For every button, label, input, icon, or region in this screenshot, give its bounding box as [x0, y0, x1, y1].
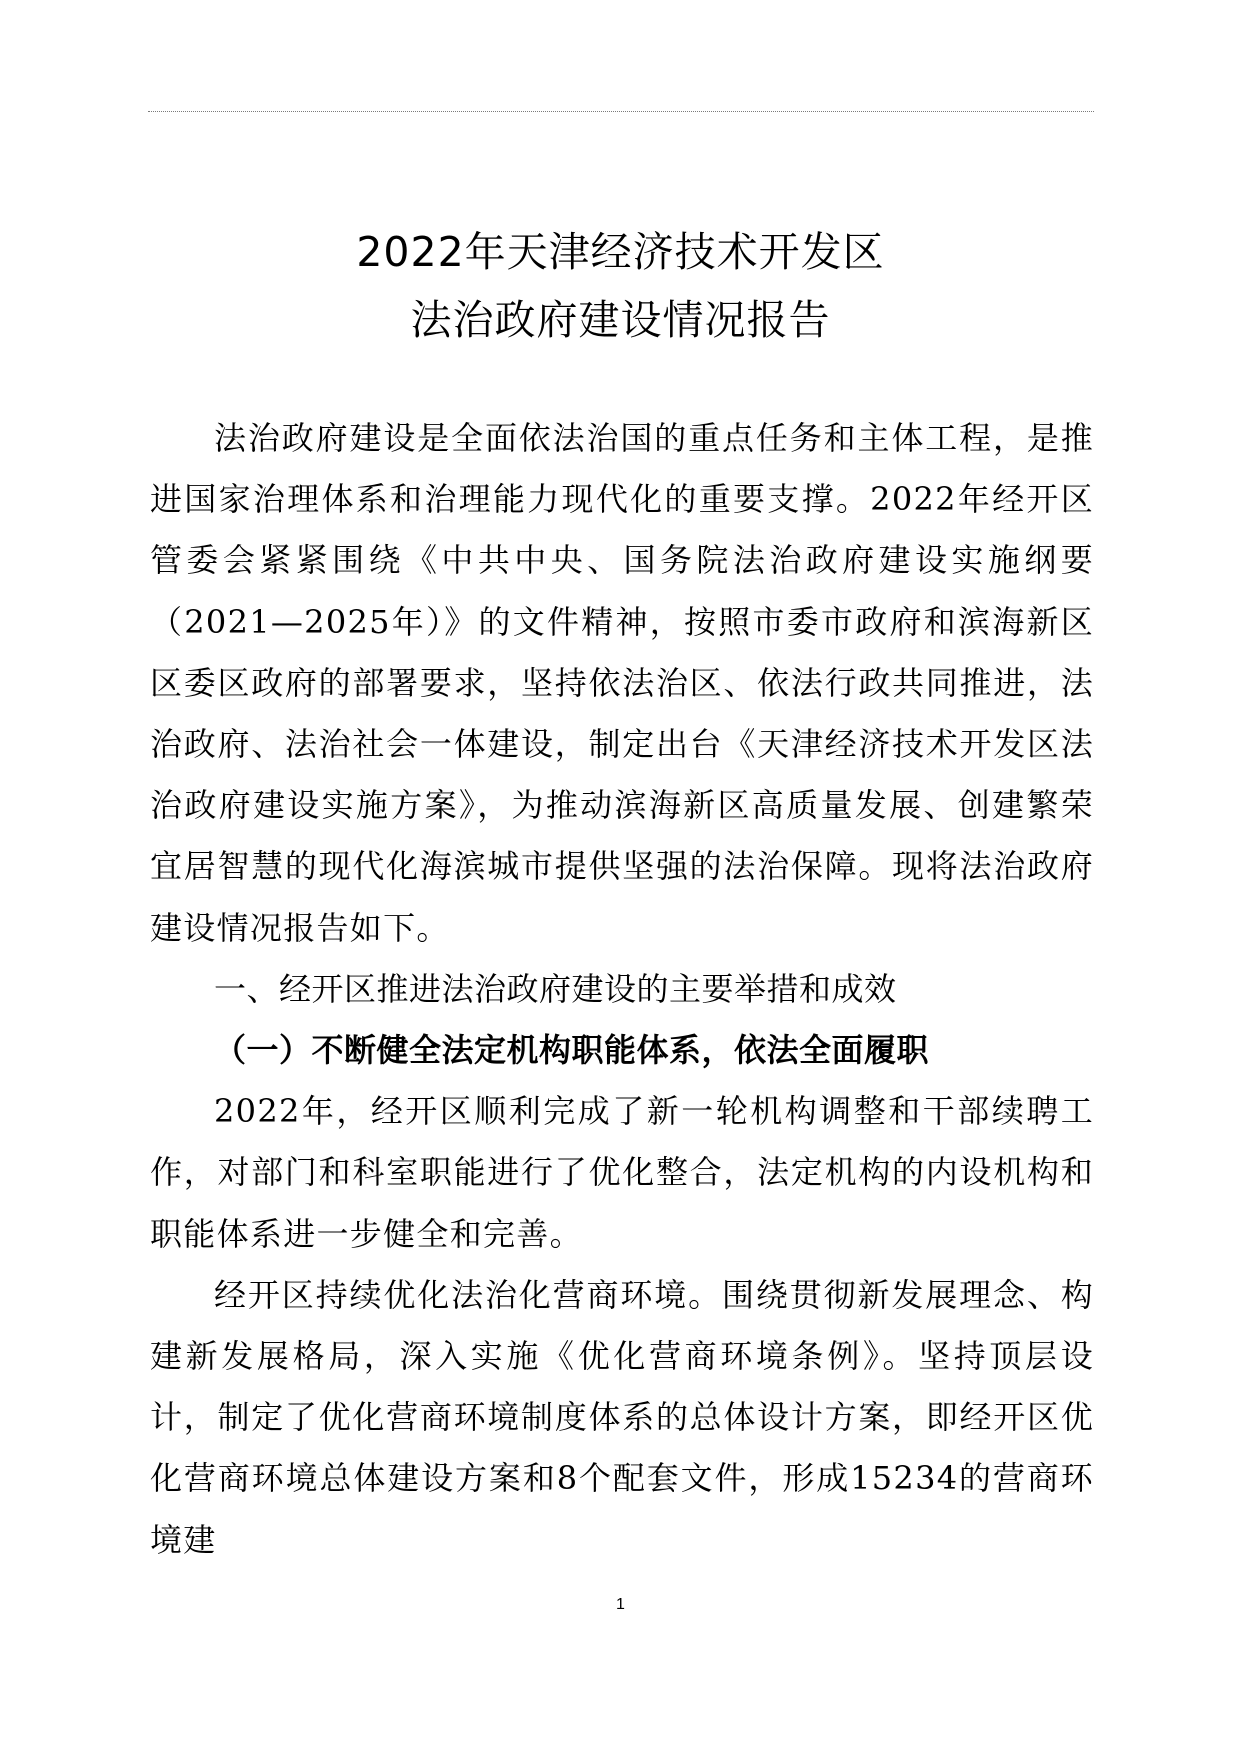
- title-line-1: 2022年天津经济技术开发区: [356, 228, 885, 276]
- body-paragraph-2: 2022年，经开区顺利完成了新一轮机构调整和干部续聘工作，对部门和科室职能进行了优化整合，法定机构的内设机构和职能体系进一步健全和完善。: [150, 1092, 1094, 1253]
- document-body: [150, 408, 1094, 1571]
- title-line-2: 法治政府建设情况报告: [410, 296, 831, 344]
- section-heading: 一、经开区推进法治政府建设的主要举措和成效: [214, 969, 897, 1008]
- document-title: [0, 218, 1241, 354]
- header-rule: [148, 111, 1094, 112]
- intro-paragraph: 法治政府建设是全面依法治国的重点任务和主体工程，是推进国家治理体系和治理能力现代化的重要支撑。2022年经开区管委会紧紧围绕《中共中央、国务院法治政府建设实施纲要（2021—2025年）》的文件精神，按照市委市政府和滨海新区区委区政府的部署要求，坚持依法治区、依法行政共同推进，法治政府、法治社会一体建设，制定出台《天津经济技术开发区法治政府建设实施方案》，为推动滨海新区高质量发展、创建繁荣宜居智慧的现代化海滨城市提供坚强的法治保障。现将法治政府建设情况报告如下。: [150, 419, 1094, 947]
- page-number: 1: [616, 1596, 625, 1613]
- body-paragraph-3: 经开区持续优化法治化营商环境。围绕贯彻新发展理念、构建新发展格局，深入实施《优化营商环境条例》。坚持顶层设计，制定了优化营商环境制度体系的总体设计方案，即经开区优化营商环境总体建设方案和8个配套文件，形成15234的营商环境建: [150, 1275, 1094, 1559]
- subsection-heading: （一）不断健全法定机构职能体系，依法全面履职: [214, 1031, 930, 1070]
